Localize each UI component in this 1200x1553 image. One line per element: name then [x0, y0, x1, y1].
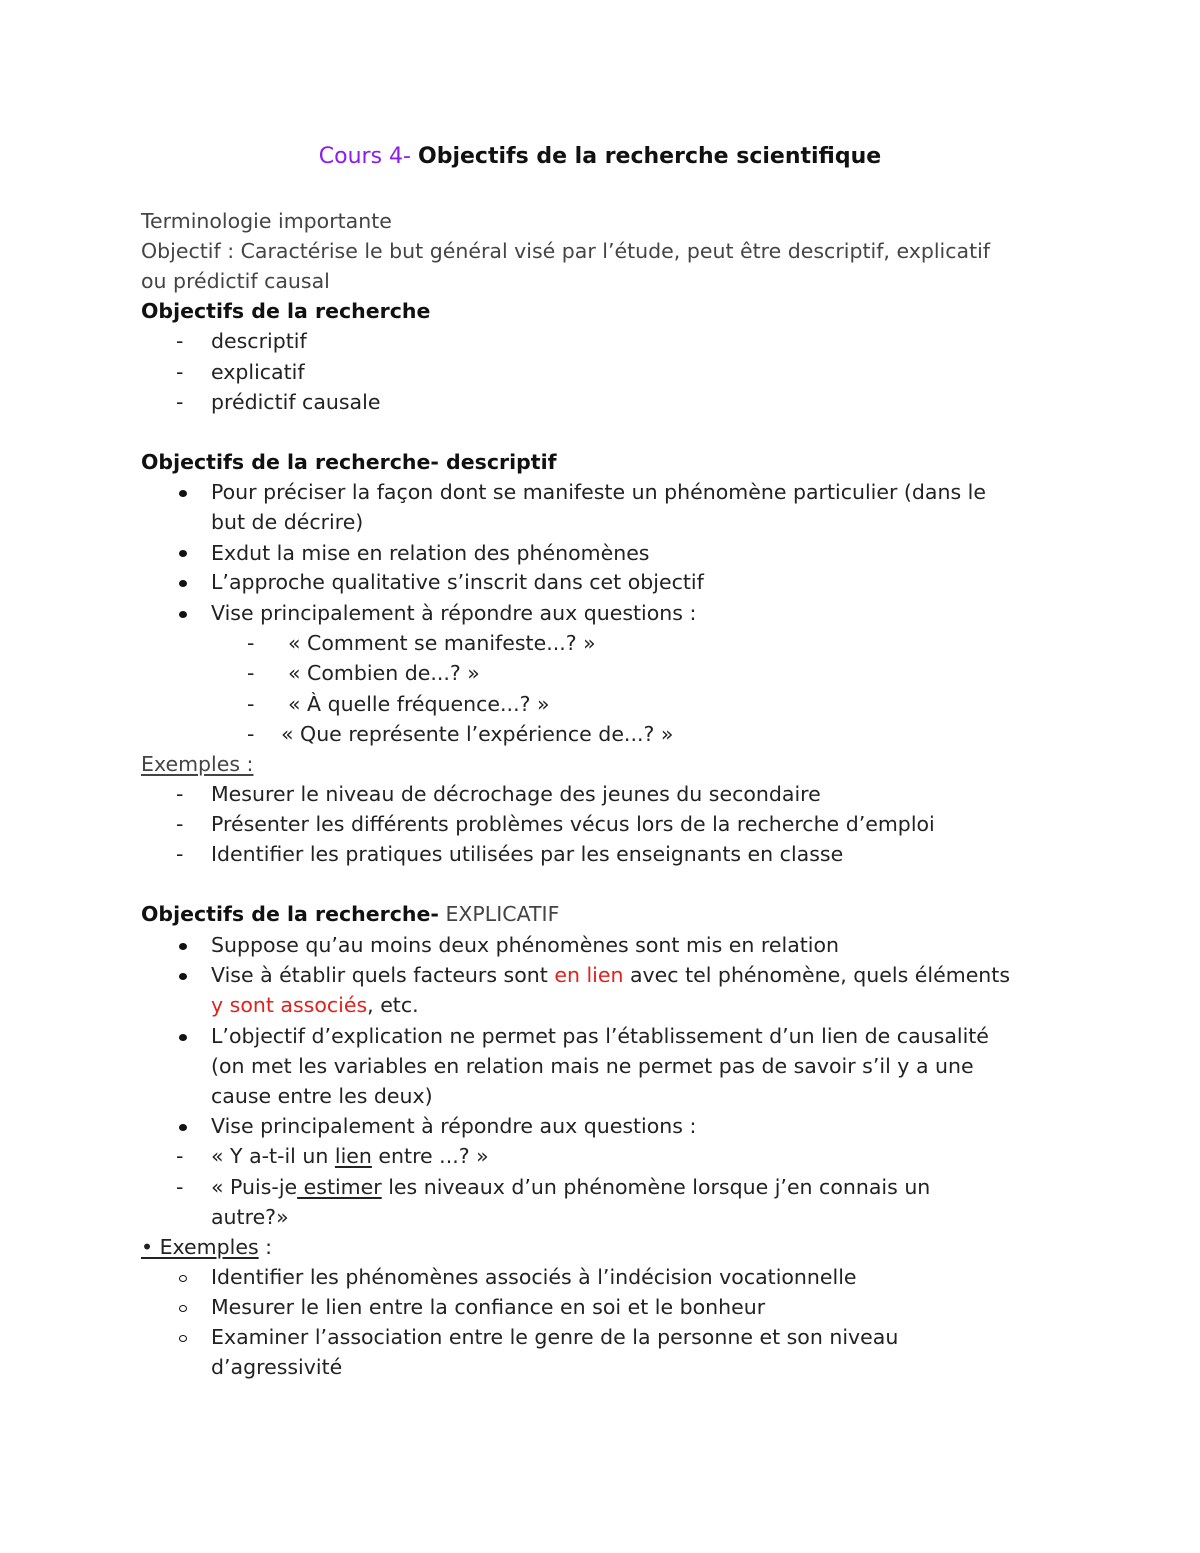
bullet-icon	[179, 973, 187, 980]
explicatif-bullet-line: Vise principalement à répondre aux questions :	[211, 1114, 697, 1138]
explicatif-bullet-line: (on met les variables en relation mais ne permet pas de savoir s’il y a une	[211, 1054, 974, 1078]
descriptif-example: Mesurer le niveau de décrochage des jeunes du secondaire	[211, 782, 821, 806]
highlight-text: y sont associés	[211, 993, 368, 1017]
title-prefix: Cours 4-	[318, 144, 418, 169]
terminology-definition-line1: Objectif : Caractérise le but général visé par l’étude, peut être descriptif, explicatif	[141, 239, 991, 263]
explicatif-example: Examiner l’association entre le genre de la personne et son niveau	[211, 1325, 899, 1349]
descriptif-bullet-line: Vise principalement à répondre aux questions :	[211, 601, 697, 625]
explicatif-bullet-line	[211, 990, 419, 1020]
explicatif-example: Mesurer le lien entre la confiance en soi et le bonheur	[211, 1295, 766, 1319]
circle-bullet-icon	[179, 1275, 187, 1282]
circle-bullet-icon	[179, 1305, 187, 1312]
bullet-icon	[179, 580, 187, 587]
descriptif-question: « Que représente l’expérience de...? »	[281, 722, 674, 746]
dash-marker: -	[176, 812, 184, 836]
page-title	[0, 141, 1200, 173]
dash-marker: -	[247, 722, 255, 746]
title-main: Objectifs de la recherche scientifique	[418, 144, 882, 169]
section-descriptif-heading: Objectifs de la recherche- descriptif	[141, 450, 557, 474]
objective-item: descriptif	[211, 329, 307, 353]
explicatif-question	[211, 1172, 930, 1202]
section-explicatif-heading	[141, 899, 559, 929]
text-span: , etc.	[367, 993, 419, 1017]
descriptif-bullet-line: L’approche qualitative s’inscrit dans cet objectif	[211, 570, 704, 594]
explicatif-heading-rest: EXPLICATIF	[438, 902, 560, 926]
dash-marker: -	[176, 1144, 184, 1168]
explicatif-example: Identifier les phénomènes associés à l’indécision vocationnelle	[211, 1265, 857, 1289]
dash-marker: -	[176, 390, 184, 414]
descriptif-bullet-line: Pour préciser la façon dont se manifeste un phénomène particulier (dans le	[211, 480, 986, 504]
dash-marker: -	[176, 1175, 184, 1199]
text-span: avec tel phénomène, quels éléments	[623, 963, 1011, 987]
objective-item: prédictif causale	[211, 390, 381, 414]
explicatif-heading-bold: Objectifs de la recherche-	[141, 902, 439, 926]
examples-label-underlined: • Exemples	[141, 1235, 259, 1259]
underlined-text: estimer	[297, 1175, 382, 1199]
bullet-icon	[179, 1124, 187, 1131]
explicatif-question: autre?»	[211, 1205, 289, 1229]
descriptif-question: « Comment se manifeste...? »	[288, 631, 596, 655]
terminology-heading: Terminologie importante	[141, 209, 392, 233]
explicatif-bullet-line: L’objectif d’explication ne permet pas l’établissement d’un lien de causalité	[211, 1024, 989, 1048]
bullet-icon	[179, 611, 187, 618]
terminology-definition-line2: ou prédictif causal	[141, 269, 330, 293]
dash-marker: -	[176, 782, 184, 806]
dash-marker: -	[247, 631, 255, 655]
text-span: entre ...? »	[371, 1144, 489, 1168]
objective-item: explicatif	[211, 360, 305, 384]
descriptif-question: « À quelle fréquence...? »	[288, 692, 550, 716]
dash-marker: -	[176, 329, 184, 353]
descriptif-bullet-line: but de décrire)	[211, 510, 364, 534]
dash-marker: -	[247, 661, 255, 685]
descriptif-bullet-line: Exdut la mise en relation des phénomènes	[211, 541, 650, 565]
dash-marker: -	[176, 842, 184, 866]
section-objectives-heading: Objectifs de la recherche	[141, 299, 431, 323]
text-span: :	[258, 1235, 273, 1259]
descriptif-example: Présenter les différents problèmes vécus lors de la recherche d’emploi	[211, 812, 935, 836]
highlight-text: en lien	[554, 963, 624, 987]
descriptif-question: « Combien de...? »	[288, 661, 480, 685]
text-span: Vise à établir quels facteurs sont	[211, 963, 555, 987]
bullet-icon	[179, 550, 187, 557]
explicatif-bullet-line: Suppose qu’au moins deux phénomènes sont mis en relation	[211, 933, 840, 957]
explicatif-bullet-line	[211, 960, 1010, 990]
explicatif-question	[211, 1141, 489, 1171]
explicatif-example: d’agressivité	[211, 1355, 343, 1379]
explicatif-examples-label	[141, 1232, 272, 1262]
underlined-text: lien	[334, 1144, 372, 1168]
descriptif-example: Identifier les pratiques utilisées par les enseignants en classe	[211, 842, 844, 866]
bullet-icon	[179, 490, 187, 497]
text-span: « Y a-t-il un	[211, 1144, 335, 1168]
descriptif-examples-label: Exemples :	[141, 752, 254, 776]
bullet-icon	[179, 1034, 187, 1041]
text-span: « Puis-je	[211, 1175, 298, 1199]
dash-marker: -	[176, 360, 184, 384]
explicatif-bullet-line: cause entre les deux)	[211, 1084, 433, 1108]
bullet-icon	[179, 943, 187, 950]
dash-marker: -	[247, 692, 255, 716]
circle-bullet-icon	[179, 1335, 187, 1342]
text-span: les niveaux d’un phénomène lorsque j’en connais un	[381, 1175, 931, 1199]
